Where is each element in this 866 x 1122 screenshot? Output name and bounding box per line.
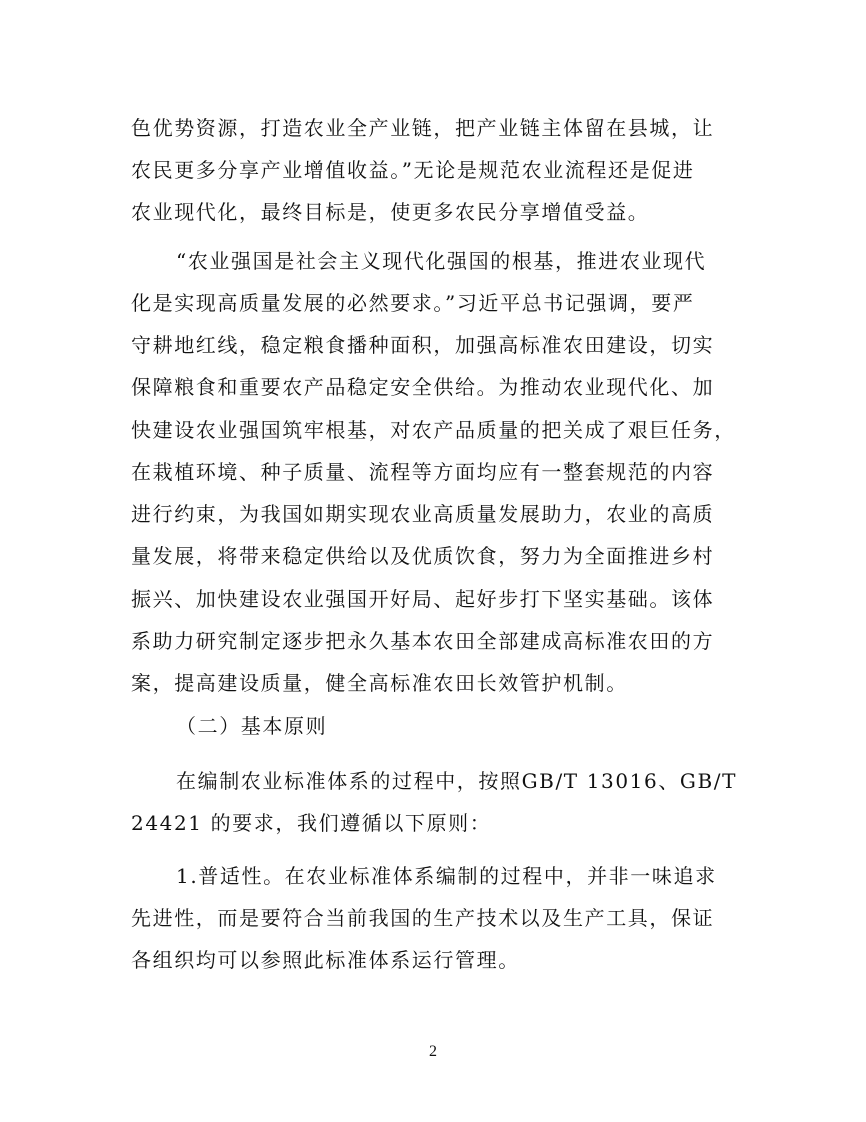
body-text-line: 在编制农业标准体系的过程中，按照GB/T 13016、GB/T: [176, 769, 738, 793]
body-text-line: 守耕地红线，稳定粮食播种面积，加强高标准农田建设，切实: [131, 333, 715, 357]
body-text-line: 在栽植环境、种子质量、流程等方面均应有一整套规范的内容: [131, 460, 715, 484]
body-text-line: “农业强国是社会主义现代化强国的根基，推进农业现代: [176, 249, 707, 273]
body-text-line: 各组织均可以参照此标准体系运行管理。: [131, 948, 520, 972]
body-text-line: 系助力研究制定逐步把永久基本农田全部建成高标准农田的方: [131, 629, 715, 653]
body-text-line: 农民更多分享产业增值收益。”无论是规范农业流程还是促进: [131, 158, 695, 182]
body-text-line: 色优势资源，打造农业全产业链，把产业链主体留在县城，让: [131, 116, 715, 140]
body-text-line: 先进性，而是要符合当前我国的生产技术以及生产工具，保证: [131, 906, 715, 930]
body-text-line: 24421 的要求，我们遵循以下原则：: [131, 811, 492, 835]
section-heading: （二）基本原则: [176, 714, 328, 738]
body-text-line: 快建设农业强国筑牢根基，对农产品质量的把关成了艰巨任务，: [131, 418, 736, 442]
body-text-line: 化是实现高质量发展的必然要求。”习近平总书记强调，要严: [131, 291, 695, 315]
body-text-line: 1.普适性。在农业标准体系编制的过程中，并非一味追求: [176, 864, 717, 888]
body-text-line: 进行约束，为我国如期实现农业高质量发展助力，农业的高质: [131, 502, 715, 526]
body-text-line: 振兴、加快建设农业强国开好局、起好步打下坚实基础。该体: [131, 587, 715, 611]
body-text-line: 量发展，将带来稳定供给以及优质饮食，努力为全面推进乡村: [131, 544, 715, 568]
body-text-line: 农业现代化，最终目标是，使更多农民分享增值受益。: [131, 200, 650, 224]
page-number: 2: [429, 1043, 437, 1060]
body-text-line: 案，提高建设质量，健全高标准农田长效管护机制。: [131, 671, 628, 695]
body-text-line: 保障粮食和重要农产品稳定安全供给。为推动农业现代化、加: [131, 375, 715, 399]
